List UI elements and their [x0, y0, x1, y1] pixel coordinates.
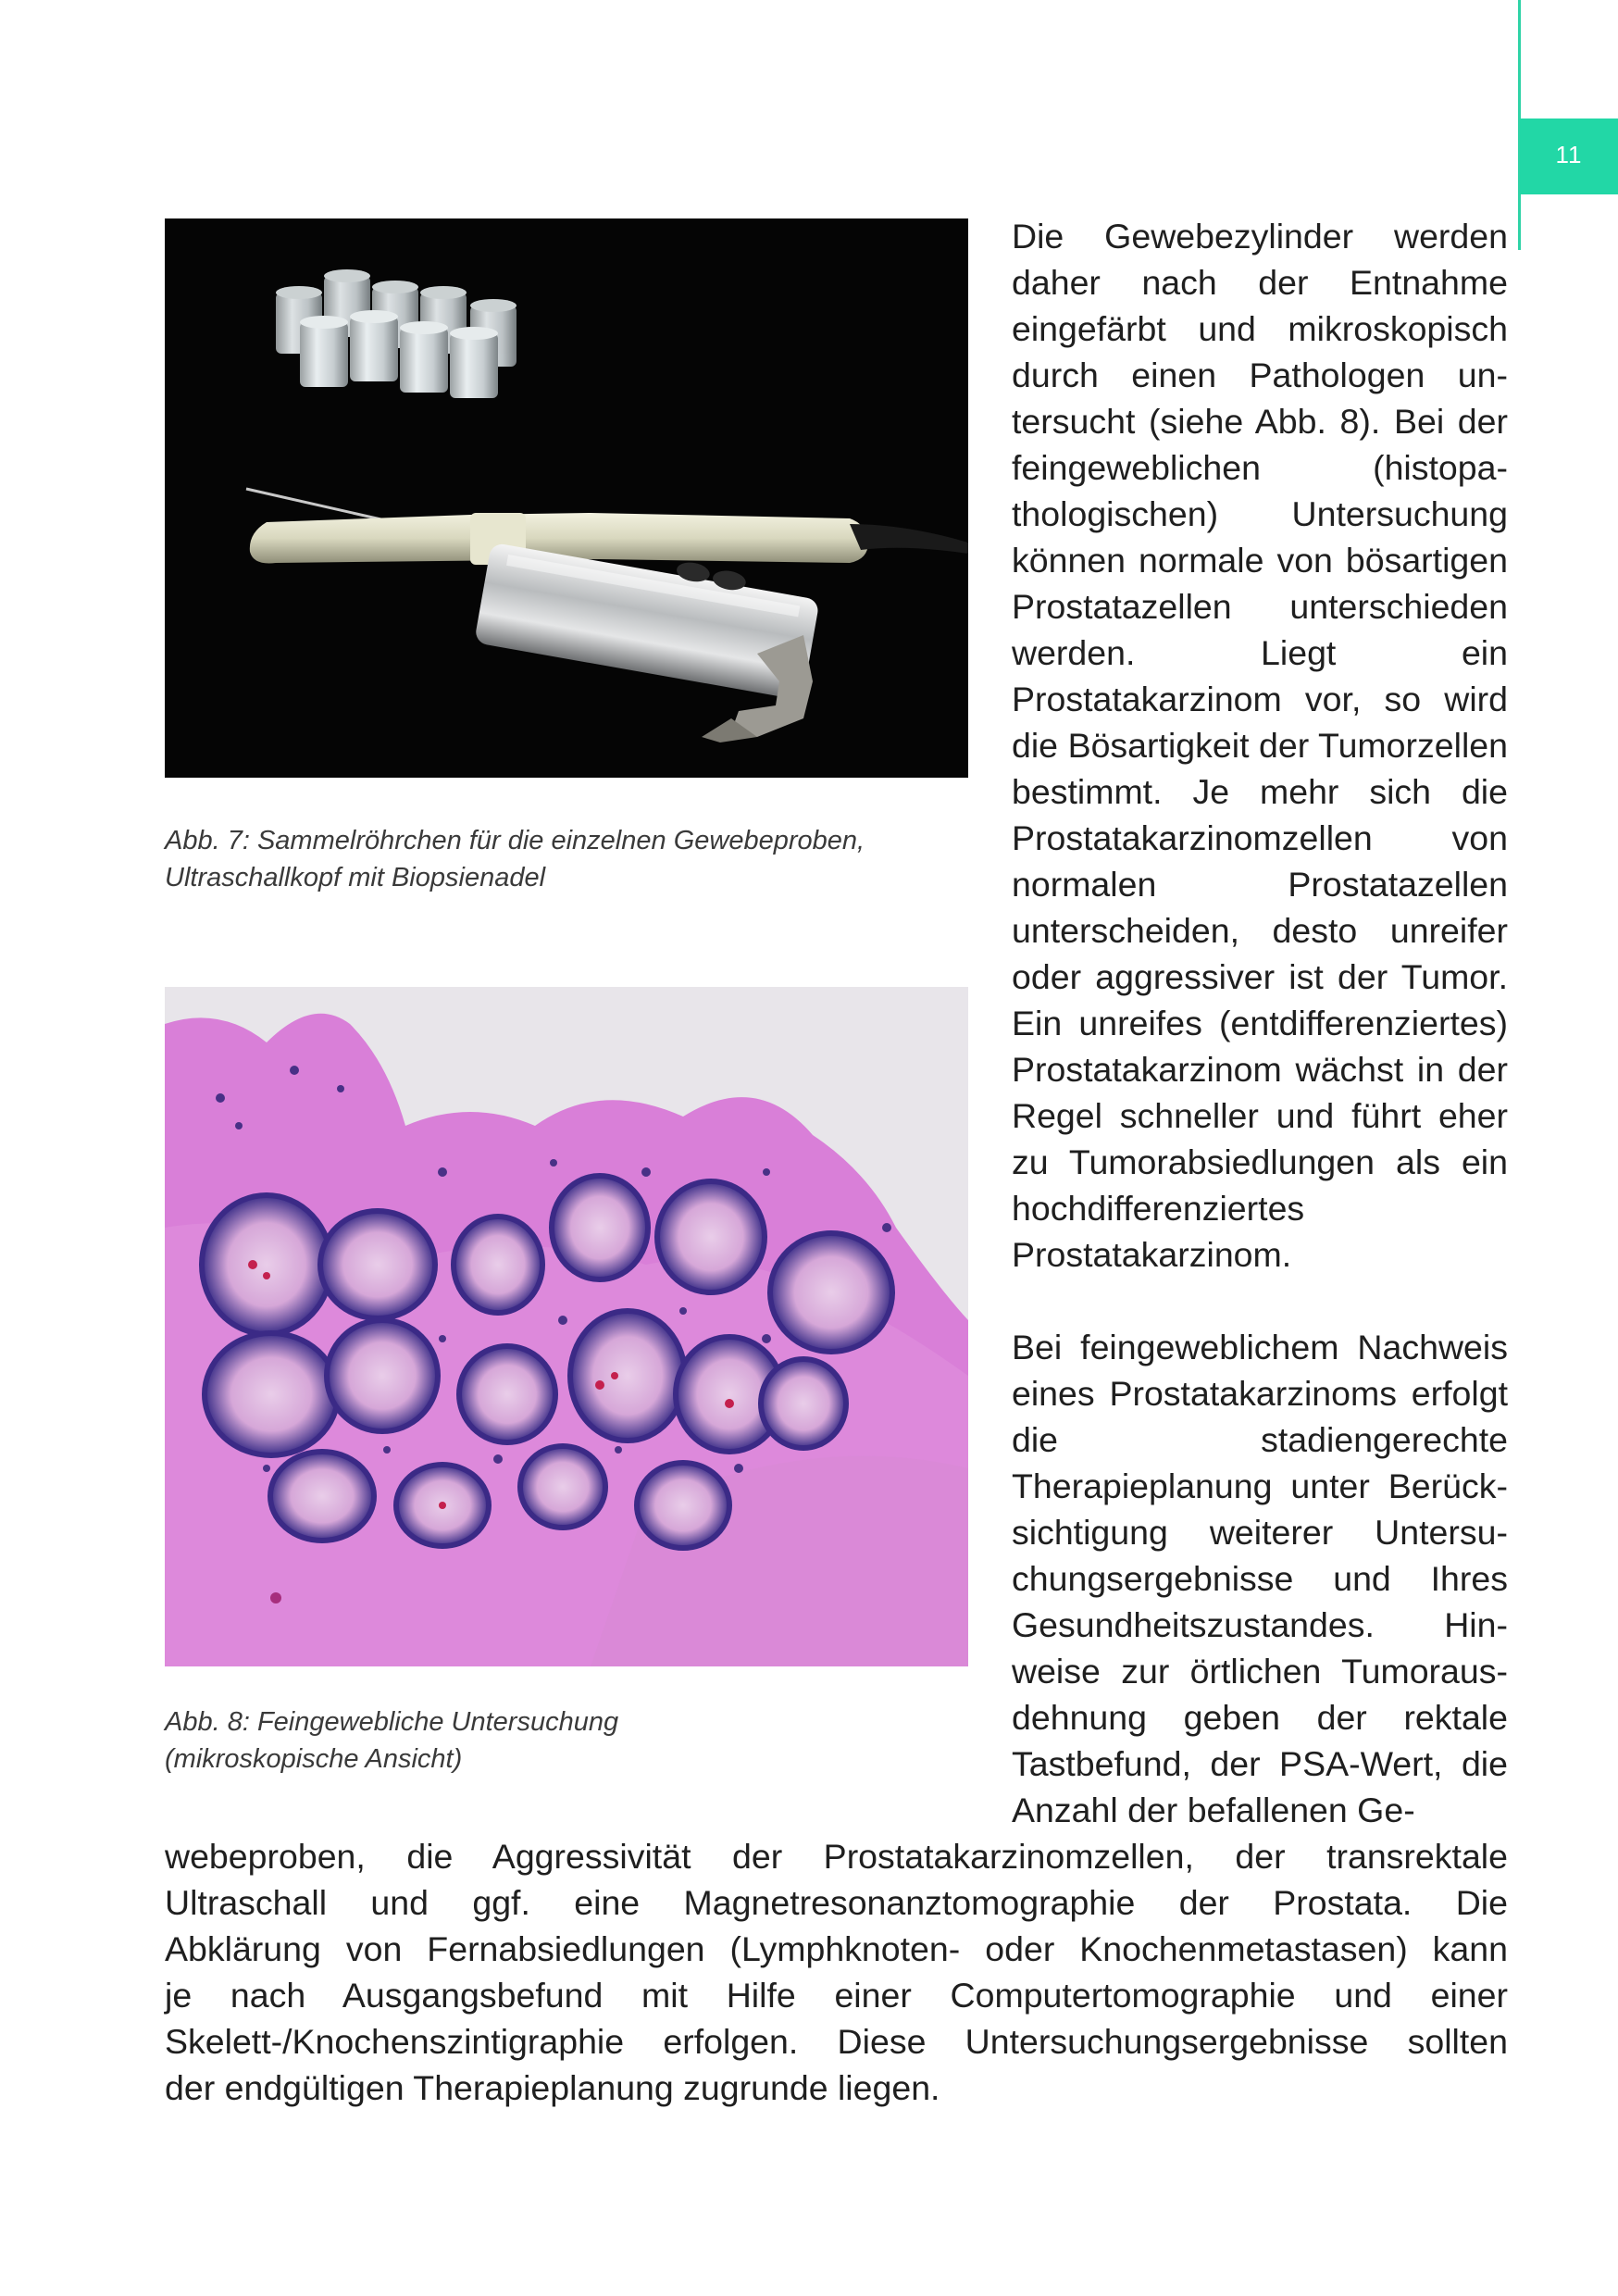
paragraph-2-line: Ultraschall und ggf. eine Magnetresonanztomographie der Prostata. Die	[165, 1883, 1508, 1922]
paragraph-1: Die Gewebezylinder werden daher nach der Entnahme eingefärbt und mikroskopisch durch einen Pathologen untersucht (siehe Abb. 8). Bei der feingeweblichen (histopathologischen) Untersuchung können normale von bösartigen Prostatazellen unterschieden werden. Liegt ein Prostatakarzinom vor, so wird die Bösartigkeit der Tumorzellen bestimmt. Je mehr sich die Prostatakarzinomzellen von normalen Prostatazellen unterscheiden, desto unreifer oder aggressiver ist der Tumor. Ein unreifes (entdifferenziertes) Prostatakarzinom wächst in der Regel schneller und führt eher zu Tumorabsiedlungen als ein hochdifferenziertes Prostatakarzinom.	[1012, 217, 1508, 1274]
paragraph-2-line: je nach Ausgangsbefund mit Hilfe einer Computertomographie und einer	[165, 1976, 1508, 2015]
figure-8-caption-line1: Abb. 8: Feingewebliche Untersuchung	[165, 1707, 619, 1737]
body-full-width-paragraph	[165, 1833, 1508, 2111]
paragraph-2-column-part: Bei feingeweblichem Nachweis eines Prostatakarzinoms erfolgt die stadiengerechte Therapieplanung unter Berücksichtigung weiterer Untersuchungsergebnisse und Ihres Gesundheitszustandes. Hinweise zur örtlichen Tumorausdehnung geben der rektale Tastbefund, der PSA-Wert, die Anzahl der befallenen Ge-	[1012, 1328, 1508, 1829]
figure-8-caption-line2: (mikroskopische Ansicht)	[165, 1744, 463, 1774]
figure-7-photo	[165, 218, 968, 778]
paragraph-2-line: Skelett-/Knochenszintigraphie erfolgen. Diese Untersuchungsergebnisse sollten	[165, 2022, 1508, 2061]
body-column-paragraph-2	[1012, 1324, 1508, 1833]
paragraph-2-line: Abklärung von Fernabsiedlungen (Lymphknoten- oder Knochenmetastasen) kann	[165, 1929, 1508, 1968]
paragraph-2-line: der endgültigen Therapieplanung zugrunde liegen.	[165, 2068, 940, 2107]
figure-8-caption	[165, 1703, 979, 1778]
page-number: 11	[1555, 141, 1583, 168]
figure-7-caption: Abb. 7: Sammelröhrchen für die einzelnen Gewebeproben, Ultraschallkopf mit Biopsienadel	[165, 826, 865, 892]
body-column-paragraph-1	[1012, 213, 1508, 1278]
figure-8-micrograph	[165, 987, 968, 1666]
paragraph-2-line: webeproben, die Aggressivität der Prostatakarzinomzellen, der transrektale	[165, 1837, 1508, 1876]
